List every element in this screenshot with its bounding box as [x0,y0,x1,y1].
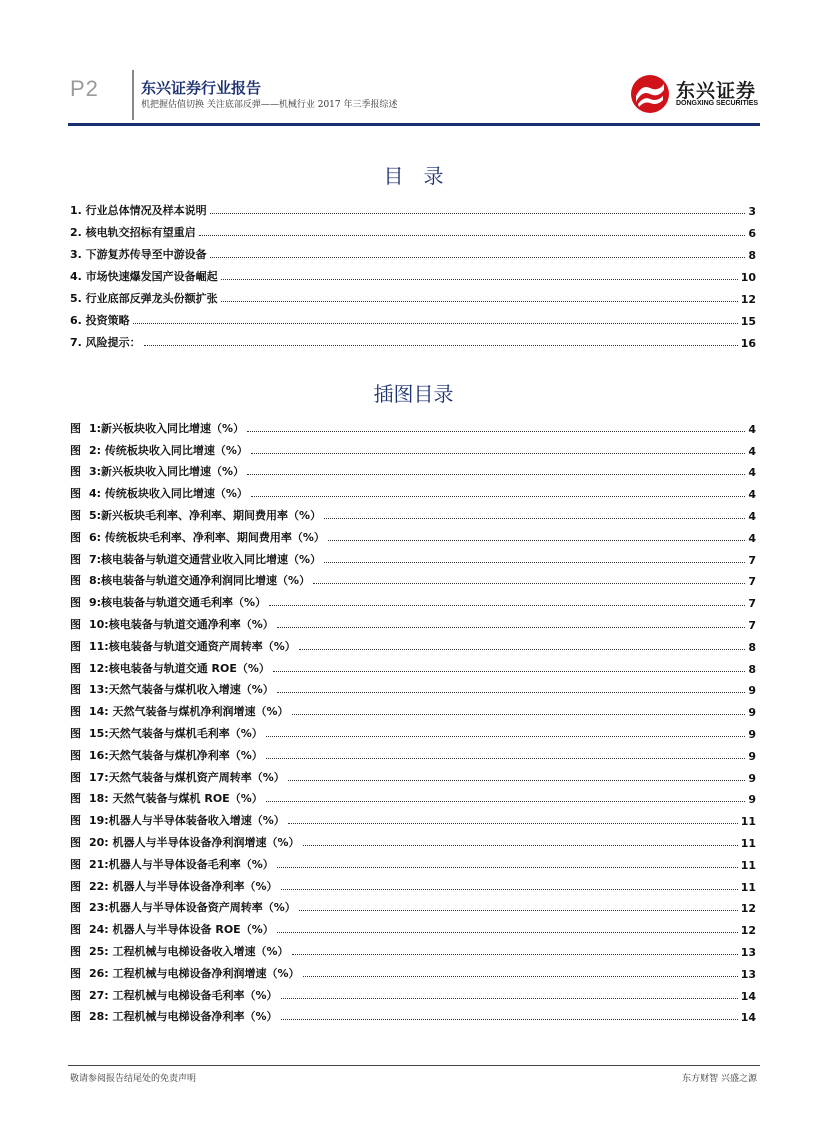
figure-entry-label: 25: 工程机械与电梯设备收入增速（%） [89,944,289,958]
figure-entry-label: 16:天然气装备与煤机净利率（%） [89,748,263,762]
figure-entry-label: 2: 传统板块收入同比增速（%） [89,443,248,457]
figures-list [70,414,756,1024]
dot-leader [247,431,745,432]
figure-entry-page: 9 [748,727,756,741]
figure-entry-label: 17:天然气装备与煤机资产周转率（%） [89,770,285,784]
figure-entry[interactable] [70,632,756,654]
dot-leader [266,758,746,759]
figure-entry-page: 4 [748,466,756,480]
toc-entry-page: 12 [740,293,756,306]
toc-entry-label: 1. 行业总体情况及样本说明 [70,204,207,217]
toc-entry-page: 10 [740,271,756,284]
dot-leader [133,323,738,324]
figure-entry-page: 13 [740,967,756,981]
figure-entry[interactable] [70,894,756,916]
figure-entry-page: 4 [748,488,756,502]
page-number: P2 [70,76,99,101]
figure-entry-label: 20: 机器人与半导体设备净利润增速（%） [89,835,300,849]
figure-prefix: 图 [70,814,81,828]
figure-entry-page: 11 [740,836,756,850]
dot-leader [288,823,738,824]
figure-entry-label: 26: 工程机械与电梯设备净利润增速（%） [89,966,300,980]
toc-heading: 目 录 [383,164,444,188]
dot-leader [299,910,738,911]
figure-entry-page: 7 [748,553,756,567]
toc-entry-page: 6 [748,227,756,240]
header-rule [68,123,760,126]
toc-entry-label: 2. 核电轨交招标有望重启 [70,226,196,239]
figure-entry[interactable] [70,828,756,850]
footer-slogan: 东方财智 兴盛之源 [682,1074,757,1084]
figure-prefix: 图 [70,726,81,740]
figure-prefix: 图 [70,465,81,479]
figure-entry-label: 5:新兴板块毛利率、净利率、期间费用率（%） [89,508,322,522]
dot-leader [299,649,746,650]
dot-leader [210,213,746,214]
figure-entry[interactable] [70,676,756,698]
figure-entry[interactable] [70,545,756,567]
figure-entry[interactable] [70,785,756,807]
figure-entry-label: 28: 工程机械与电梯设备净利率（%） [89,1010,278,1024]
figure-prefix: 图 [70,530,81,544]
figure-prefix: 图 [70,835,81,849]
logo-name: 东兴证券 [676,80,757,102]
figure-entry-label: 1:新兴板块收入同比增速（%） [89,421,245,435]
toc-entry-label: 4. 市场快速爆发国产设备崛起 [70,270,218,283]
dot-leader [266,736,746,737]
dot-leader [277,932,738,933]
figure-entry[interactable] [70,719,756,741]
footer-disclaimer: 敬请参阅报告结尾处的免责声明 [70,1074,197,1084]
figure-entry-page: 9 [748,684,756,698]
figure-entry-label: 6: 传统板块毛利率、净利率、期间费用率（%） [89,530,325,544]
figure-entry[interactable] [70,414,756,436]
toc-entry-page: 8 [748,249,756,262]
figure-entry[interactable] [70,981,756,1003]
figure-prefix: 图 [70,596,81,610]
dot-leader [144,345,738,346]
toc-entry[interactable] [70,218,756,240]
figure-entry[interactable] [70,872,756,894]
figure-entry[interactable] [70,915,756,937]
dot-leader [273,671,745,672]
figure-entry-page: 12 [740,924,756,938]
figure-prefix: 图 [70,879,81,893]
figure-entry[interactable] [70,458,756,480]
figure-prefix: 图 [70,421,81,435]
figure-entry-label: 19:机器人与半导体装备收入增速（%） [89,814,285,828]
figure-entry-label: 11:核电装备与轨道交通资产周转率（%） [89,639,296,653]
toc-entry-page: 16 [740,337,756,350]
figures-heading: 插图目录 [373,382,454,406]
dot-leader [221,279,738,280]
dot-leader [277,692,746,693]
figure-entry[interactable] [70,937,756,959]
toc-entry[interactable] [70,240,756,262]
figure-entry-label: 10:核电装备与轨道交通净利率（%） [89,617,274,631]
figure-entry-label: 9:核电装备与轨道交通毛利率（%） [89,596,267,610]
figure-entry-page: 13 [740,945,756,959]
figure-entry-label: 14: 天然气装备与煤机净利润增速（%） [89,705,289,719]
figure-entry-label: 13:天然气装备与煤机收入增速（%） [89,683,274,697]
figure-prefix: 图 [70,639,81,653]
dot-leader [221,301,738,302]
dot-leader [292,714,746,715]
figure-entry[interactable] [70,654,756,676]
figure-prefix: 图 [70,705,81,719]
figure-entry-label: 8:核电装备与轨道交通净利润同比增速（%） [89,574,311,588]
figure-entry-page: 4 [748,509,756,523]
figure-entry-label: 15:天然气装备与煤机毛利率（%） [89,726,263,740]
figure-prefix: 图 [70,487,81,501]
footer-rule [68,1065,760,1066]
figure-entry-page: 7 [748,618,756,632]
figure-prefix: 图 [70,617,81,631]
figure-entry[interactable] [70,741,756,763]
dot-leader [281,1019,738,1020]
figure-entry[interactable] [70,479,756,501]
figure-entry[interactable] [70,1003,756,1025]
report-title: 东兴证券行业报告 [141,79,262,97]
dot-leader [210,257,746,258]
toc-entry-label: 7. 风险提示： [70,336,141,349]
figure-entry-page: 7 [748,597,756,611]
figure-entry-page: 14 [740,1011,756,1025]
figure-entry-page: 9 [748,793,756,807]
toc-entry-label: 6. 投资策略 [70,314,130,327]
figure-entry-label: 18: 天然气装备与煤机 ROE（%） [89,792,263,806]
figure-entry[interactable] [70,567,756,589]
figure-entry-page: 4 [748,444,756,458]
figure-entry-label: 3:新兴板块收入同比增速（%） [89,465,245,479]
dot-leader [303,976,738,977]
figure-entry-page: 11 [740,858,756,872]
figure-prefix: 图 [70,988,81,1002]
figure-prefix: 图 [70,792,81,806]
figure-entry-page: 11 [740,815,756,829]
figure-entry[interactable] [70,850,756,872]
toc-entry[interactable] [70,306,756,328]
toc-entry-page: 15 [740,315,756,328]
dot-leader [251,496,745,497]
figure-prefix: 图 [70,748,81,762]
figure-entry-label: 27: 工程机械与电梯设备毛利率（%） [89,988,278,1002]
figure-entry-label: 22: 机器人与半导体设备净利率（%） [89,879,278,893]
figure-entry-label: 23:机器人与半导体设备资产周转率（%） [89,901,296,915]
figure-entry-page: 4 [748,422,756,436]
figure-entry-label: 24: 机器人与半导体设备 ROE（%） [89,923,274,937]
figure-entry-label: 7:核电装备与轨道交通营业收入同比增速（%） [89,552,322,566]
dot-leader [281,998,738,999]
dot-leader [277,867,738,868]
toc-entry-label: 3. 下游复苏传导至中游设备 [70,248,207,261]
toc-entry[interactable] [70,262,756,284]
figure-prefix: 图 [70,923,81,937]
figure-entry-page: 11 [740,880,756,894]
toc-entry[interactable] [70,328,756,350]
figure-entry-page: 7 [748,575,756,589]
dot-leader [277,627,746,628]
dot-leader [288,780,746,781]
figure-entry[interactable] [70,610,756,632]
header-divider [132,70,134,120]
dot-leader [247,474,745,475]
toc-list [70,196,756,350]
logo-english-name: DONGXING SECURITIES [676,100,759,107]
figure-entry-label: 12:核电装备与轨道交通 ROE（%） [89,661,270,675]
dot-leader [266,801,746,802]
toc-entry[interactable] [70,284,756,306]
figure-prefix: 图 [70,901,81,915]
dot-leader [269,605,745,606]
figure-prefix: 图 [70,443,81,457]
figure-prefix: 图 [70,661,81,675]
figure-entry[interactable] [70,806,756,828]
dot-leader [324,518,745,519]
figure-entry-page: 9 [748,706,756,720]
toc-entry-label: 5. 行业底部反弹龙头份额扩张 [70,292,218,305]
dot-leader [251,453,745,454]
dot-leader [328,540,745,541]
dot-leader [303,845,738,846]
figure-entry-page: 12 [740,902,756,916]
figure-entry-label: 21:机器人与半导体设备毛利率（%） [89,857,274,871]
figure-prefix: 图 [70,508,81,522]
figure-entry[interactable] [70,523,756,545]
dot-leader [324,562,745,563]
figure-entry[interactable] [70,501,756,523]
figure-entry[interactable] [70,959,756,981]
figure-prefix: 图 [70,966,81,980]
figure-prefix: 图 [70,552,81,566]
figure-entry[interactable] [70,697,756,719]
figure-entry[interactable] [70,436,756,458]
toc-entry[interactable] [70,196,756,218]
figure-entry-page: 9 [748,749,756,763]
figure-entry-page: 9 [748,771,756,785]
dot-leader [313,583,745,584]
figure-prefix: 图 [70,574,81,588]
figure-prefix: 图 [70,683,81,697]
figure-entry-label: 4: 传统板块收入同比增速（%） [89,487,248,501]
figure-entry[interactable] [70,763,756,785]
figure-entry[interactable] [70,588,756,610]
figure-entry-page: 14 [740,989,756,1003]
dot-leader [199,235,746,236]
report-subtitle: 机把握估值切换 关注底部反弹——机械行业 2017 年三季报综述 [141,100,398,110]
toc-entry-page: 3 [748,205,756,218]
figure-prefix: 图 [70,944,81,958]
figure-entry-page: 4 [748,531,756,545]
dot-leader [292,954,738,955]
dot-leader [281,889,738,890]
figure-entry-page: 8 [748,662,756,676]
figure-prefix: 图 [70,770,81,784]
figure-entry-page: 8 [748,640,756,654]
figure-prefix: 图 [70,1010,81,1024]
figure-prefix: 图 [70,857,81,871]
